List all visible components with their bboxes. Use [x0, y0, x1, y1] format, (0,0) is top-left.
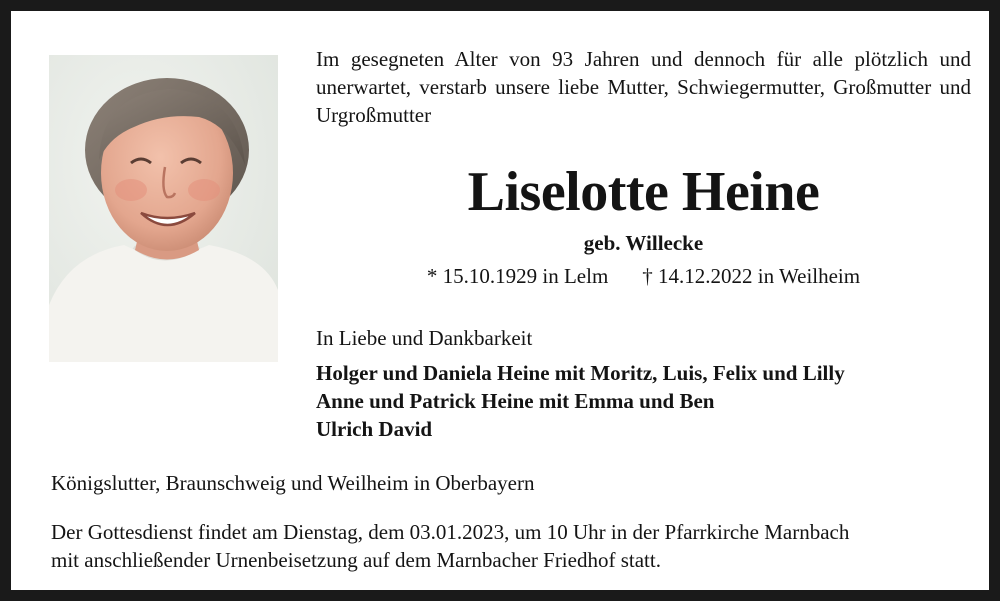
family-line: Ulrich David — [316, 417, 433, 441]
family-line: Anne und Patrick Heine mit Emma und Ben — [316, 389, 715, 413]
service-line: mit anschließender Urnenbeisetzung auf dem Marnbacher Friedhof statt. — [51, 548, 661, 572]
service-line: Der Gottesdienst findet am Dienstag, dem 03.01.2023, um 10 Uhr in der Pfarrkirche Marnbach — [51, 520, 850, 544]
birth-date: * 15.10.1929 in Lelm — [426, 264, 609, 288]
portrait-photo — [49, 55, 278, 362]
deceased-name: Liselotte Heine — [467, 161, 820, 223]
family-line: Holger und Daniela Heine mit Moritz, Luis, Felix und Lilly — [316, 361, 845, 385]
maiden-name: geb. Willecke — [583, 231, 704, 255]
family-list — [316, 359, 845, 443]
intro-text: Im gesegneten Alter von 93 Jahren und dennoch für alle plötzlich und unerwartet, verstarb unsere liebe Mutter, Schwiegermutter, Großmutter und Urgroßmutter — [316, 47, 971, 127]
places-line: Königslutter, Braunschweig und Weilheim in Oberbayern — [51, 471, 535, 495]
death-date: † 14.12.2022 in Weilheim — [642, 264, 861, 288]
service-notice — [51, 518, 961, 574]
closing-phrase: In Liebe und Dankbarkeit — [316, 326, 533, 350]
life-dates — [316, 262, 971, 290]
